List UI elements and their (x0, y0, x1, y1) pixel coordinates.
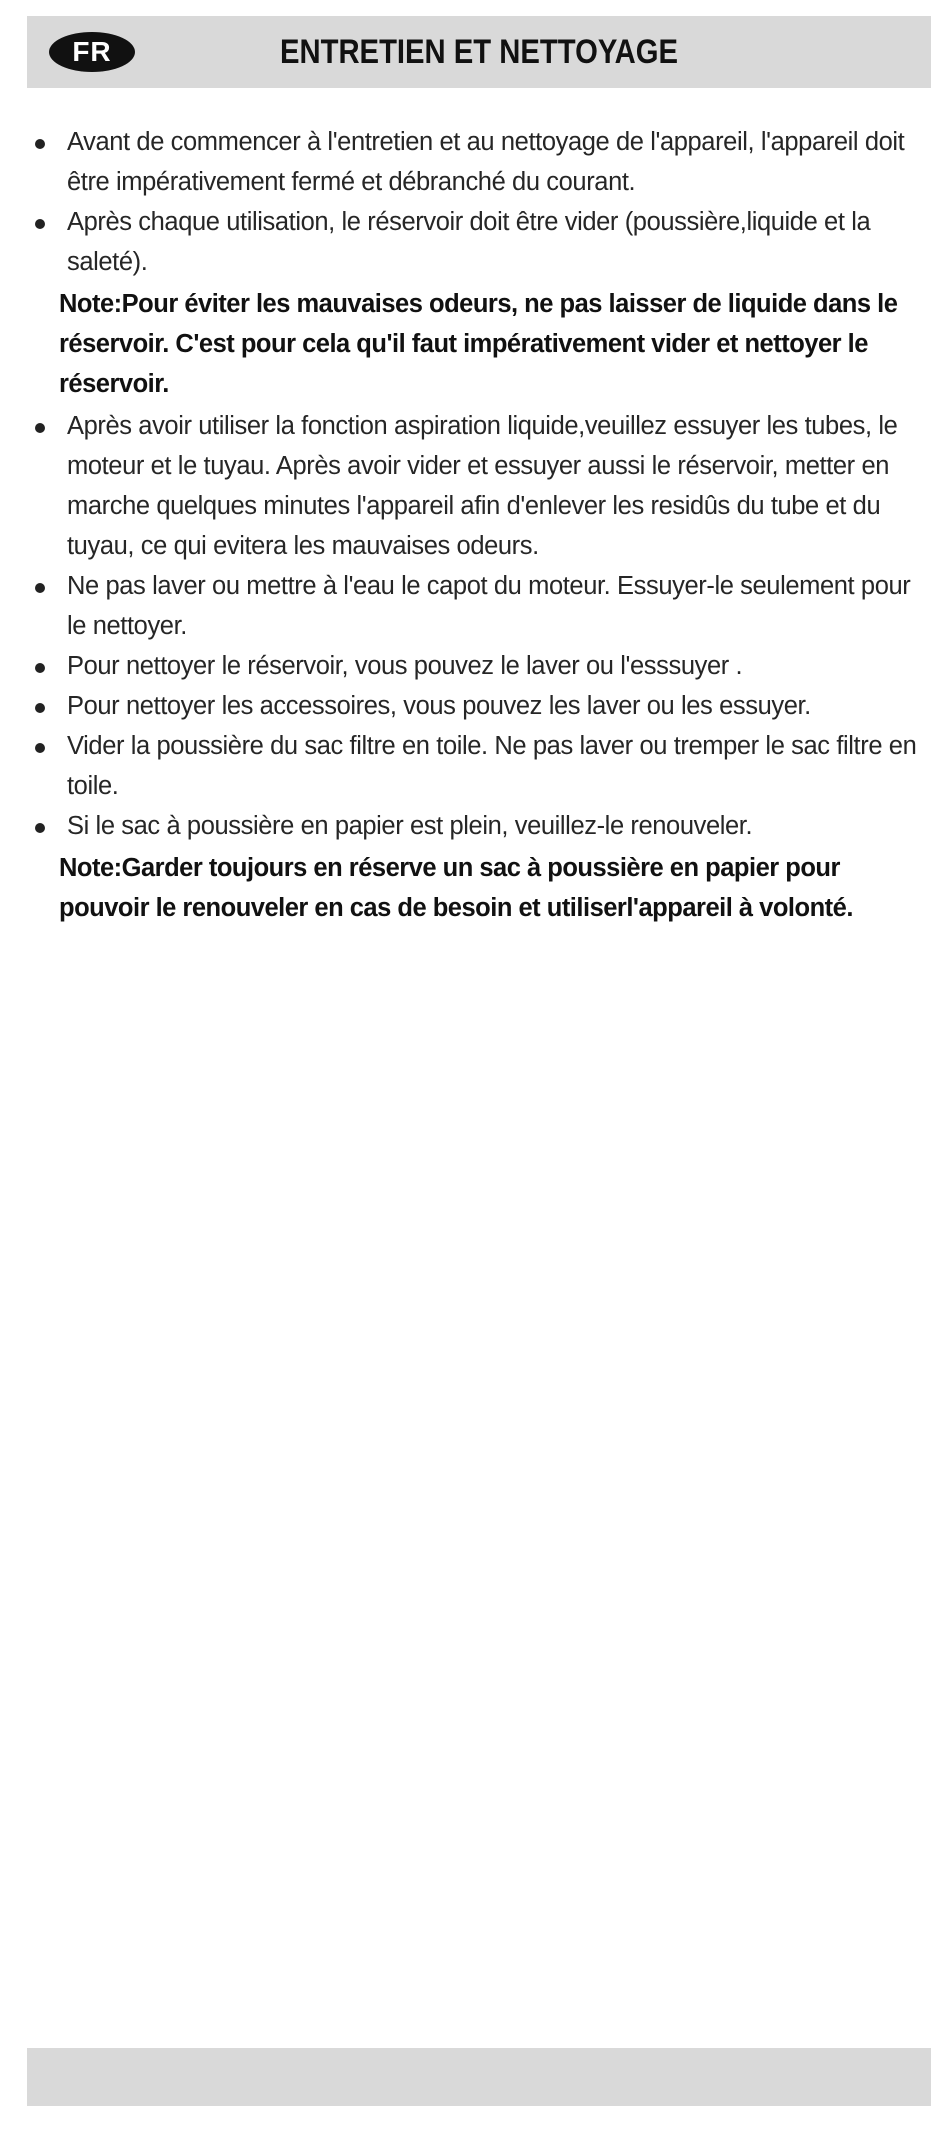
list-item (27, 726, 931, 806)
bullet-icon (35, 823, 45, 833)
list-item (27, 122, 931, 202)
list-item-text: Si le sac à poussière en papier est plein, veuillez-le renouveler. (67, 812, 753, 840)
list-item-text: Ne pas laver ou mettre à l'eau le capot du moteur. Essuyer-le seulement pour le nettoyer. (67, 572, 911, 640)
content-section (27, 122, 931, 930)
list-item (27, 566, 931, 646)
list-item (27, 646, 931, 686)
list-item-text: Après avoir utiliser la fonction aspiration liquide,veuillez essuyer les tubes, le moteur et le tuyau. Après avoir vider et essuyer aussi le réservoir, metter en marche quelques minutes l'appareil afin d'enlever les residûs du tube et du tuyau, ce qui evitera les mauvaises odeurs. (67, 412, 898, 560)
list-item-text: Vider la poussière du sac filtre en toile. Ne pas laver ou tremper le sac filtre en toile. (67, 732, 917, 800)
list-item (27, 406, 931, 566)
list-item (27, 202, 931, 282)
note-text: Note:Pour éviter les mauvaises odeurs, ne pas laisser de liquide dans le réservoir. C'est pour cela qu'il faut impérativement vider et nettoyer le réservoir. (59, 290, 898, 398)
language-badge: FR (49, 32, 135, 72)
bullet-list (27, 406, 931, 846)
note-text: Note:Garder toujours en réserve un sac à poussière en papier pour pouvoir le renouveler en cas de besoin et utiliserl'appareil à volonté. (59, 854, 853, 922)
list-item-text: Pour nettoyer les accessoires, vous pouvez les laver ou les essuyer. (67, 692, 811, 720)
list-item (27, 806, 931, 846)
bullet-icon (35, 743, 45, 753)
bullet-icon (35, 703, 45, 713)
footer-bar (27, 2048, 931, 2106)
bullet-icon (35, 219, 45, 229)
list-item-text: Avant de commencer à l'entretien et au nettoyage de l'appareil, l'appareil doit être impérativement fermé et débranché du courant. (67, 128, 905, 196)
bullet-list (27, 122, 931, 282)
bullet-icon (35, 663, 45, 673)
page-title: ENTRETIEN ET NETTOYAGE (279, 33, 679, 71)
list-item-text: Pour nettoyer le réservoir, vous pouvez le laver ou l'esssuyer . (67, 652, 743, 680)
bullet-icon (35, 423, 45, 433)
header-bar (27, 16, 931, 88)
bullet-icon (35, 139, 45, 149)
bullet-icon (35, 583, 45, 593)
list-item (27, 686, 931, 726)
list-item-text: Après chaque utilisation, le réservoir doit être vider (poussière,liquide et la saleté). (67, 208, 871, 276)
